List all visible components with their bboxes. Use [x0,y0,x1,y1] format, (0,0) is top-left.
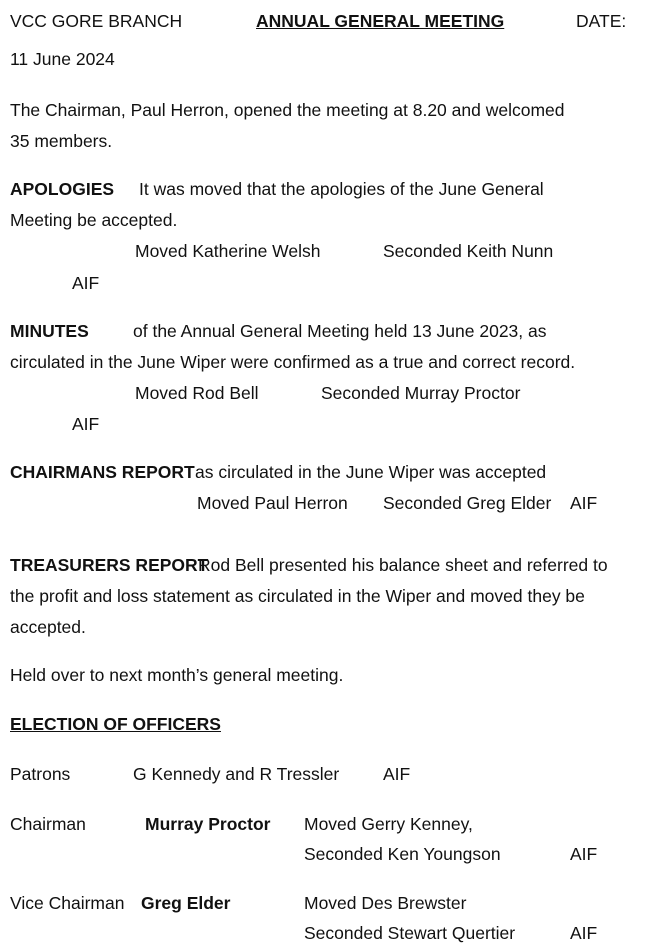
treasurers-report-line-3: accepted. [10,617,86,637]
apologies-moved: Moved Katherine Welsh [135,241,321,261]
apologies-aif: AIF [72,273,100,293]
meeting-title: ANNUAL GENERAL MEETING [256,11,505,31]
vice-chairman-moved: Moved Des Brewster [304,893,467,913]
treasurers-report-heading: TREASURERS REPORT [10,555,209,575]
meeting-date: 11 June 2024 [10,49,115,69]
apologies-line-1: It was moved that the apologies of the June General [139,179,544,199]
held-over-note: Held over to next month’s general meeting. [10,665,344,685]
patrons-aif: AIF [383,764,411,784]
branch-name: VCC GORE BRANCH [10,11,183,31]
patrons-role: Patrons [10,764,71,784]
chairmans-report-line-1: as circulated in the June Wiper was accepted [195,462,547,482]
opening-line-2: 35 members. [10,131,113,151]
minutes-line-2: circulated in the June Wiper were confirmed as a true and correct record. [10,352,576,372]
minutes-heading: MINUTES [10,321,89,341]
minutes-seconded: Seconded Murray Proctor [321,383,521,403]
election-heading: ELECTION OF OFFICERS [10,714,221,734]
patrons-names: G Kennedy and R Tressler [133,764,340,784]
vice-chairman-seconded: Seconded Stewart Quertier [304,923,516,943]
apologies-seconded: Seconded Keith Nunn [383,241,554,261]
chairman-seconded: Seconded Ken Youngson [304,844,501,864]
chairman-name: Murray Proctor [145,814,271,834]
chairmans-report-moved: Moved Paul Herron [197,493,348,513]
vice-chairman-role: Vice Chairman [10,893,125,913]
treasurers-report-line-2: the profit and loss statement as circulated in the Wiper and moved they be [10,586,585,606]
chairman-aif: AIF [570,844,598,864]
opening-line-1: The Chairman, Paul Herron, opened the meeting at 8.20 and welcomed [10,100,565,120]
chairmans-report-aif: AIF [570,493,598,513]
minutes-line-1: of the Annual General Meeting held 13 June 2023, as [133,321,547,341]
chairman-moved: Moved Gerry Kenney, [304,814,473,834]
apologies-line-2: Meeting be accepted. [10,210,178,230]
minutes-moved: Moved Rod Bell [135,383,259,403]
chairmans-report-seconded: Seconded Greg Elder [383,493,552,513]
date-label: DATE: [576,11,627,31]
apologies-heading: APOLOGIES [10,179,115,199]
minutes-aif: AIF [72,414,100,434]
treasurers-report-line-1: Rod Bell presented his balance sheet and referred to [198,555,608,575]
vice-chairman-name: Greg Elder [141,893,231,913]
chairman-role: Chairman [10,814,86,834]
vice-chairman-aif: AIF [570,923,598,943]
chairmans-report-heading: CHAIRMANS REPORT [10,462,195,482]
